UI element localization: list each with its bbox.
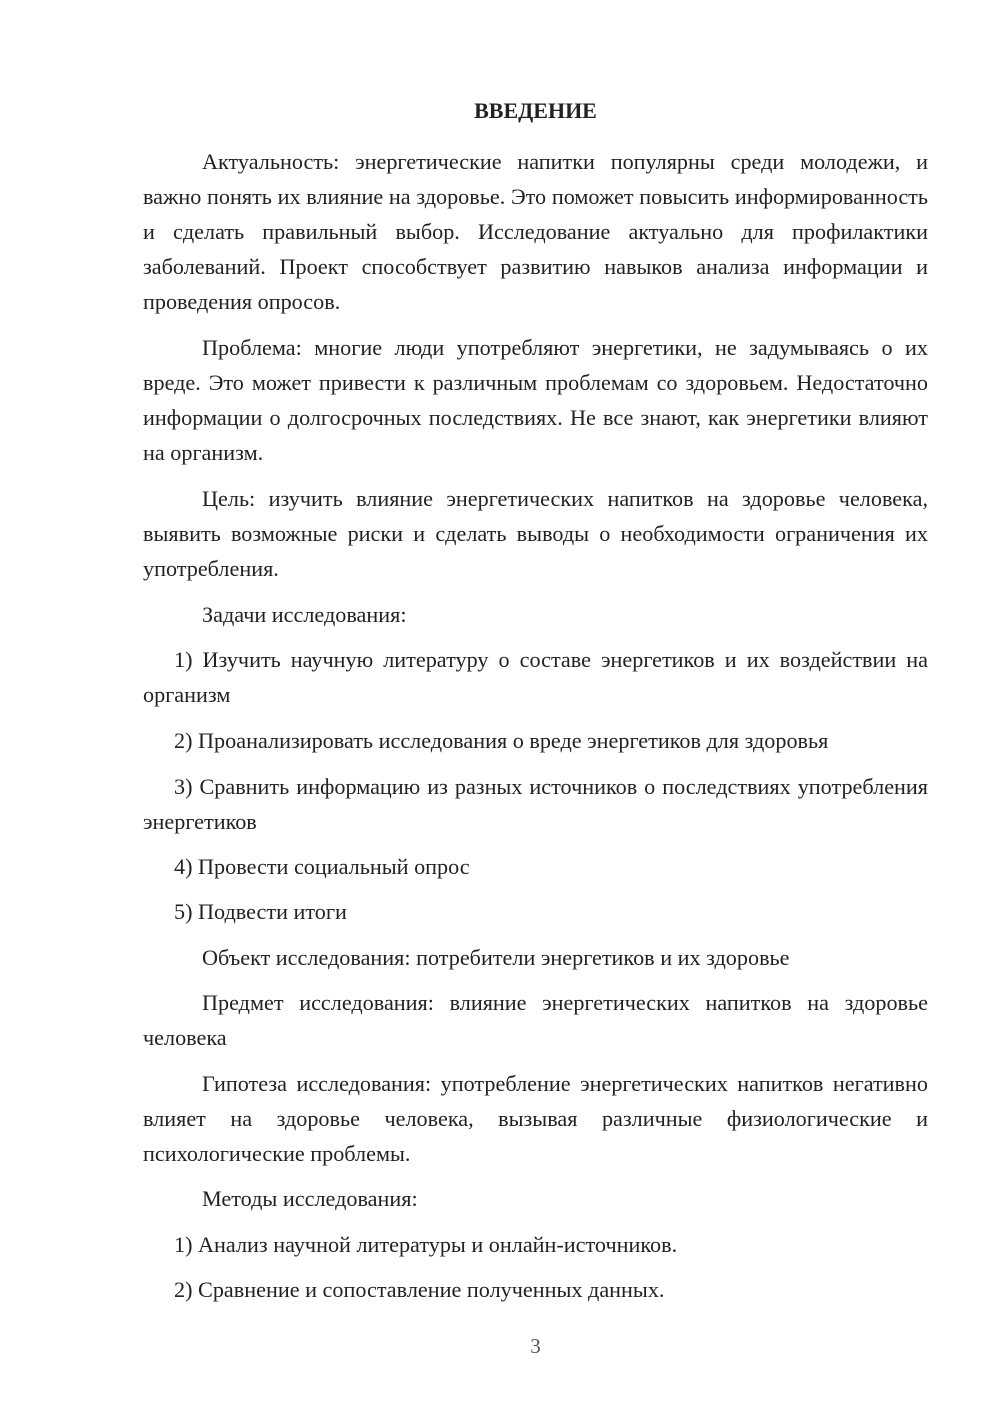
task-item-5: 5) Подвести итоги: [174, 899, 347, 924]
method-item-2: 2) Сравнение и сопоставление полученных данных.: [174, 1277, 665, 1302]
subject-paragraph: Предмет исследования: влияние энергетических напитков на здоровье человека: [143, 990, 928, 1050]
relevance-paragraph: Актуальность: энергетические напитки популярны среди молодежи, и важно понять их влияние на здоровье. Это поможет повысить информированность и сделать правильный выбор. Исследование актуально для профилактики заболеваний. Проект способствует развитию навыков анализа информации и проведения опросов.: [143, 149, 928, 314]
tasks-title: Задачи исследования:: [202, 602, 407, 627]
task-item-1: 1) Изучить научную литературу о составе энергетиков и их воздействии на организм: [143, 647, 928, 707]
task-item-2: 2) Проанализировать исследования о вреде энергетиков для здоровья: [174, 728, 829, 753]
hypothesis-paragraph: Гипотеза исследования: употребление энергетических напитков негативно влияет на здоровье человека, вызывая различные физиологические и психологические проблемы.: [143, 1071, 928, 1166]
method-item-1: 1) Анализ научной литературы и онлайн-источников.: [174, 1232, 678, 1257]
goal-paragraph: Цель: изучить влияние энергетических напитков на здоровье человека, выявить возможные риски и сделать выводы о необходимости ограничения их употребления.: [143, 486, 928, 581]
page-number: 3: [530, 1334, 541, 1358]
problem-paragraph: Проблема: многие люди употребляют энергетики, не задумываясь о их вреде. Это может привести к различным проблемам со здоровьем. Недостаточно информации о долгосрочных последствиях. Не все знают, как энергетики влияют на организм.: [143, 335, 928, 465]
object-paragraph: Объект исследования: потребители энергетиков и их здоровье: [202, 945, 790, 970]
page-title: ВВЕДЕНИЕ: [474, 98, 597, 123]
methods-title: Методы исследования:: [202, 1186, 418, 1211]
task-item-4: 4) Провести социальный опрос: [174, 854, 470, 879]
task-item-3: 3) Сравнить информацию из разных источников о последствиях употребления энергетиков: [143, 774, 928, 834]
